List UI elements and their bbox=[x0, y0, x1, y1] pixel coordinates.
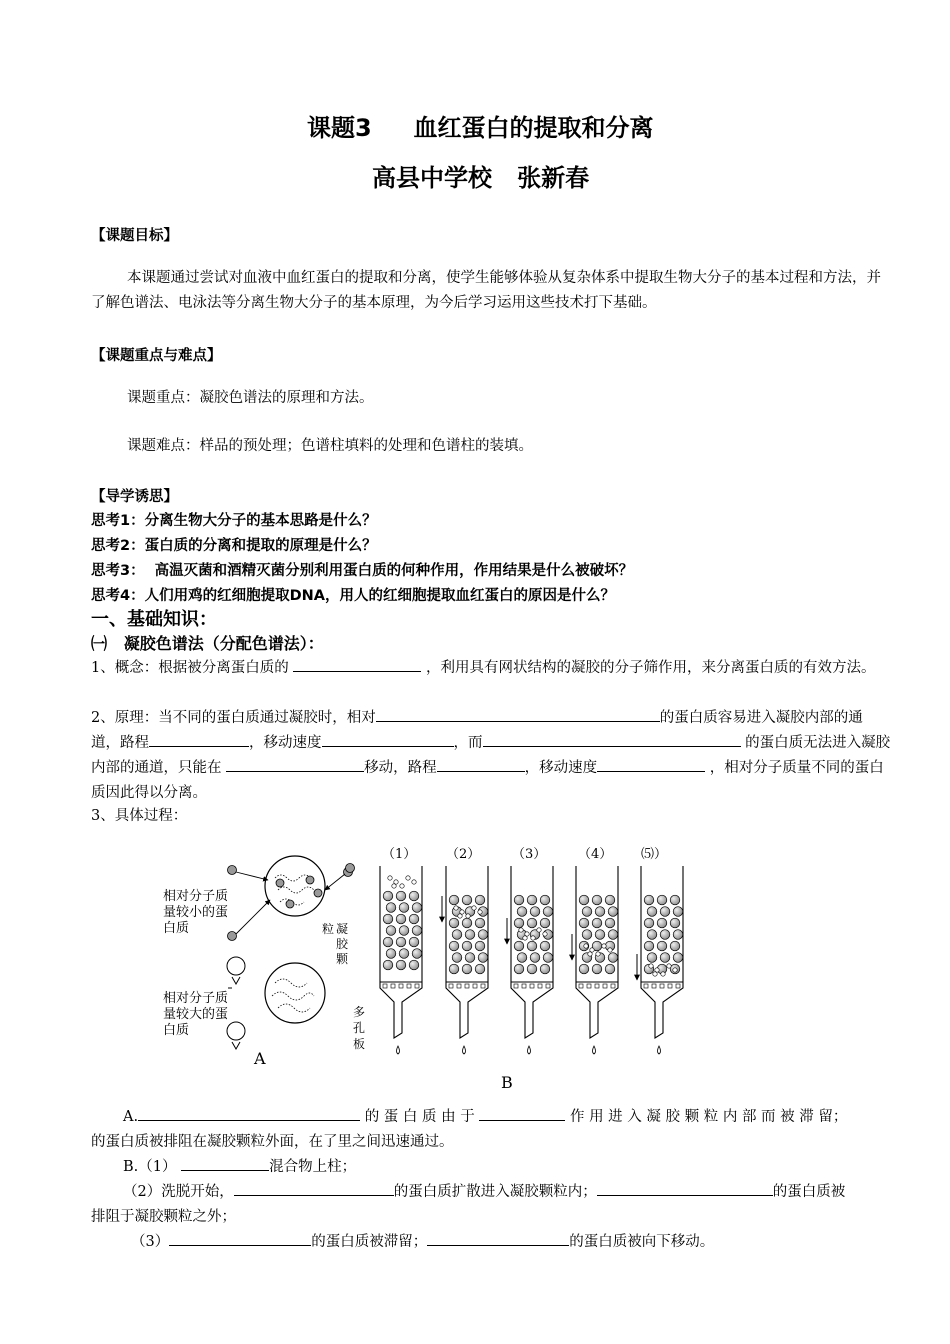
label-b: B bbox=[501, 1073, 513, 1092]
blank-principle-7[interactable] bbox=[597, 756, 705, 772]
column-label-5: ⑸） bbox=[641, 847, 668, 862]
column-1 bbox=[380, 866, 422, 1054]
fill-b1-line bbox=[123, 1155, 356, 1180]
blank-principle-5[interactable] bbox=[226, 756, 364, 772]
blank-b2-1[interactable] bbox=[234, 1180, 394, 1196]
question-4: 思考4：人们用鸡的红细胞提取DNA，用人的红细胞提取血红蛋白的原因是什么？ bbox=[91, 588, 615, 604]
blank-principle-6[interactable] bbox=[437, 756, 525, 772]
principle-text-h: ，相对分子质量不同的蛋白质因此得以分离。 bbox=[91, 760, 884, 801]
blank-principle-2[interactable] bbox=[149, 731, 249, 747]
fill-b3-text-a: （3） bbox=[131, 1234, 170, 1250]
column-label-3: （3） bbox=[512, 847, 547, 862]
principle-paragraph bbox=[91, 706, 891, 806]
fill-b1-text-b: 混合物上柱； bbox=[269, 1159, 357, 1175]
part-a-diagram bbox=[163, 856, 355, 1068]
question-1: 思考1：分离生物大分子的基本思路是什么？ bbox=[91, 513, 377, 529]
small-protein-label-1: 相对分子质 bbox=[163, 889, 229, 904]
section-heading: 一、基础知识： bbox=[91, 609, 217, 630]
column-label-2: （2） bbox=[446, 847, 481, 862]
column-label-4: （4） bbox=[578, 847, 613, 862]
fill-b3-text-b: 的蛋白质被滞留； bbox=[311, 1234, 428, 1250]
concept-text-b: ，利用具有网状结构的凝胶的分子筛作用，来分离蛋白质的有效方法。 bbox=[425, 660, 876, 676]
large-protein-label-1: 相对分子质 bbox=[163, 991, 229, 1006]
concept-paragraph bbox=[91, 656, 891, 681]
principle-text-f: 移动，路程 bbox=[364, 760, 437, 776]
principle-text-b: 的蛋白质容易进入凝胶内部的通道，路程 bbox=[91, 710, 863, 751]
fill-a-text-3: 作 用 进 入 凝 胶 颗 粒 内 部 而 被 滞 留； bbox=[569, 1109, 848, 1125]
blank-b1[interactable] bbox=[181, 1155, 269, 1171]
fill-b3-text-c: 的蛋白质被向下移动。 bbox=[569, 1234, 715, 1250]
small-protein-label-2: 量较小的蛋 bbox=[163, 905, 229, 920]
bead-label-3: 胶 bbox=[336, 937, 349, 951]
fill-a-text-4: 的蛋白质被排阻在凝胶颗粒外面，在了里之间迅速通过。 bbox=[91, 1134, 454, 1150]
plate-label-3: 板 bbox=[353, 1037, 366, 1051]
small-protein-label-3: 白质 bbox=[163, 921, 190, 936]
process-heading: 3、具体过程： bbox=[91, 808, 188, 824]
large-protein-label-2: 量较大的蛋 bbox=[163, 1007, 229, 1022]
blank-a-1[interactable] bbox=[138, 1105, 360, 1121]
principle-text-g: ，移动速度 bbox=[524, 760, 598, 776]
blank-b3-2[interactable] bbox=[427, 1230, 569, 1246]
question-3: 思考3： 高温灭菌和酒精灭菌分别利用蛋白质的何种作用，作用结果是什么被破坏？ bbox=[91, 563, 634, 579]
key-header: 【课题重点与难点】 bbox=[91, 348, 222, 364]
blank-principle-1[interactable] bbox=[376, 706, 660, 722]
fill-b2-paragraph bbox=[91, 1180, 891, 1230]
fill-b2-text-c: 的蛋白质被 bbox=[772, 1184, 846, 1200]
question-2: 思考2：蛋白质的分离和提取的原理是什么？ bbox=[91, 538, 377, 554]
gel-chromatography-figure bbox=[150, 838, 700, 1093]
blank-principle-4[interactable] bbox=[483, 731, 741, 747]
principle-text-a: 2、原理：当不同的蛋白质通过凝胶时，相对 bbox=[91, 710, 376, 726]
bead-label-1: 粒 bbox=[322, 922, 335, 936]
page-title: 课题3 血红蛋白的提取和分离 bbox=[307, 114, 654, 142]
guide-header: 【导学诱思】 bbox=[91, 489, 178, 505]
plate-label-1: 多 bbox=[353, 1005, 366, 1019]
fill-b2-text-a: （2）洗脱开始， bbox=[123, 1184, 234, 1200]
subsection-heading: ㈠ 凝胶色谱法（分配色谱法）： bbox=[91, 634, 324, 653]
blank-concept[interactable] bbox=[293, 656, 421, 672]
key-point: 课题重点：凝胶色谱法的原理和方法。 bbox=[127, 390, 374, 406]
part-b-columns bbox=[353, 846, 683, 1092]
blank-b3-1[interactable] bbox=[169, 1230, 311, 1246]
bead-label-4: 颗 bbox=[336, 952, 349, 966]
fill-a-paragraph bbox=[91, 1105, 891, 1155]
blank-principle-3[interactable] bbox=[322, 731, 454, 747]
large-protein-label-3: 白质 bbox=[163, 1023, 190, 1038]
concept-text-a: 1、概念：根据被分离蛋白质的 bbox=[91, 660, 289, 676]
bead-label-2: 凝 bbox=[336, 922, 349, 936]
key-difficulty: 课题难点：样品的预处理；色谱柱填料的处理和色谱柱的装填。 bbox=[127, 438, 533, 454]
goal-text: 本课题通过尝试对血液中血红蛋白的提取和分离，使学生能够体验从复杂体系中提取生物大分子的基本过程和方法，并了解色谱法、电泳法等分离生物大分子的基本原理，为今后学习运用这些技术打下基础。 bbox=[91, 270, 881, 311]
principle-text-c: ，移动速度 bbox=[249, 735, 322, 751]
principle-text-e: 的蛋白质无法进入凝胶内部的通道，只能在 bbox=[91, 735, 891, 776]
blank-a-2[interactable] bbox=[479, 1105, 565, 1121]
principle-text-d: ，而 bbox=[453, 735, 483, 751]
fill-b2-text-d: 排阻于凝胶颗粒之外； bbox=[91, 1209, 236, 1225]
fill-b2-text-b: 的蛋白质扩散进入凝胶颗粒内； bbox=[393, 1184, 597, 1200]
fill-a-text-1: A. bbox=[123, 1109, 139, 1125]
column-label-1: （1） bbox=[382, 847, 417, 862]
column-3 bbox=[507, 866, 553, 1054]
column-5 bbox=[637, 866, 683, 1054]
column-4 bbox=[572, 866, 618, 1054]
label-a: A bbox=[254, 1049, 266, 1068]
plate-label-2: 孔 bbox=[353, 1021, 366, 1035]
goal-header: 【课题目标】 bbox=[91, 228, 178, 244]
author-line: 高县中学校 张新春 bbox=[372, 164, 590, 192]
fill-a-text-2: 的 蛋 白 质 由 于 bbox=[364, 1109, 475, 1125]
column-2 bbox=[442, 866, 488, 1054]
blank-b2-2[interactable] bbox=[597, 1180, 773, 1196]
fill-b1-text-a: B.（1） bbox=[123, 1159, 177, 1175]
fill-b3-line bbox=[131, 1230, 714, 1255]
